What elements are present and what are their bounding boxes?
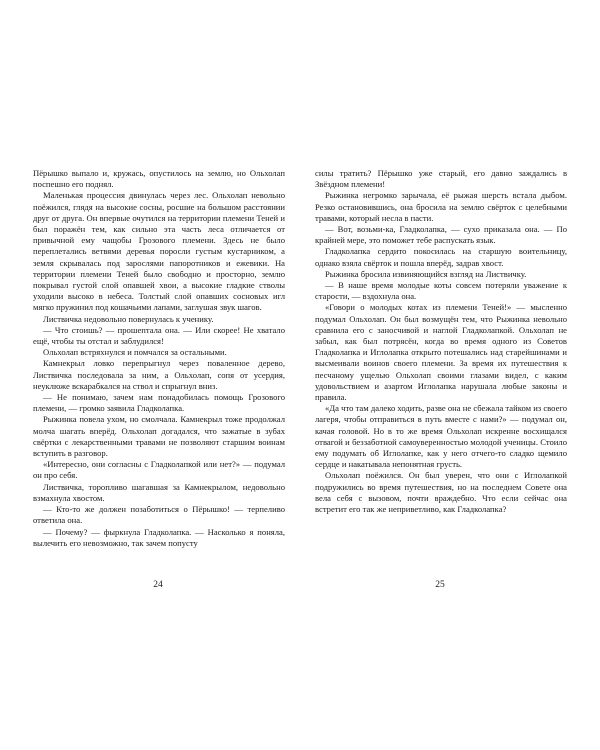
paragraph: Камнекрыл ловко перепрыгнул через поваленное дерево, Листвичка последовала за ним, а Ольхолап, сопя от усердия, неуклюже вскарабкался на ствол и спрыгнул вниз.	[33, 358, 285, 391]
paragraph: Листвичка, торопливо шагавшая за Камнекрылом, недовольно взмахнула хвостом.	[33, 481, 285, 503]
paragraph: «Интересно, они согласны с Гладколапкой или нет?» — подумал он про себя.	[33, 459, 285, 481]
paragraph: силы тратить? Пёрышко уже старый, его давно заждались в Звёздном племени!	[315, 168, 567, 190]
paragraph: Гладколапка сердито покосилась на старшую воительницу, однако взяла свёрток и пошла вперёд, задрав хвост.	[315, 246, 567, 268]
paragraph: Рыжинка негромко зарычала, её рыжая шерсть встала дыбом. Резко остановившись, она бросила на землю свёрток с целебными травами, который несла в пасти.	[315, 190, 567, 223]
paragraph: — Что стоишь? — прошептала она. — Или скорее! Не хватало ещё, чтобы ты отстал и заблудился!	[33, 324, 285, 347]
paragraph: Маленькая процессия двинулась через лес. Ольхолап невольно поёжился, глядя на высокие сосны, росшие на большом расстоянии друг от друга. Он впервые очутился на территории племени Теней и был поражён тем, как сильно эта часть леса отличается от привычной ему чащобы Грозового племени. Здесь не было переплетались ветвями деревья поросли густым кустарником, а земля скрывалась под зарослями папоротников и ежевики. На территории племени Теней было свободно и просторно, землю покрывал густой слой опавшей хвои, а высокие гладкие стволы уходили высоко в небеса. Толстый слой опавших сосновых игл мягко пружинил под кошачьими лапами, заглушая звук шагов.	[33, 190, 285, 313]
paragraph: Пёрышко выпало и, кружась, опустилось на землю, но Ольхолап поспешно его поднял.	[33, 168, 285, 190]
left-page-text	[33, 168, 285, 549]
paragraph: Листвичка недовольно повернулась к ученику.	[43, 313, 214, 324]
paragraph: — Кто-то же должен позаботиться о Пёрышко! — терпеливо ответила она.	[33, 504, 285, 526]
paragraph: Ольхолап поёжился. Он был уверен, что они с Иглолапкой подружились во время путешествия, но на последнем Совете она вела себя с вызовом, почти враждебно. Что если сейчас она встретит его так же неприветливо, как Гладколапка?	[315, 470, 567, 515]
paragraph: Рыжинка повела ухом, но смолчала. Камнекрыл тоже продолжал молча шагать вперёд. Ольхолап догадался, что зажатые в зубах свёртки с лекарственными травами не позволяют старшим воинам вступить в разговор.	[33, 414, 285, 459]
paragraph: Рыжинка бросила извиняющийся взгляд на Листвичку.	[325, 268, 527, 279]
page-number-left: 24	[153, 580, 163, 590]
paragraph: «Да что там далеко ходить, разве она не сбежала тайком из своего лагеря, чтобы отправиться в путь вместе с нами?» — подумал он, качая головой. Но в то же время Ольхолап искренне восхищался отвагой и беззаботной самоуверенностью молодой ученицы. Стоило ему подумать об Иглолапке, как у него отчего-то сладко щемило сердце и накатывала непонятная грусть.	[315, 403, 567, 470]
paragraph: — Вот, возьми-ка, Гладколапка, — сухо приказала она. — По крайней мере, это поможет тебе распускать язык.	[315, 224, 567, 246]
paragraph: — Почему? — фыркнула Гладколапка. — Насколько я поняла, вылечить его невозможно, так зачем попусту	[33, 526, 285, 548]
page-number-right: 25	[435, 580, 445, 590]
paragraph: — Не понимаю, зачем нам понадобилась помощь Грозового племени, — громко заявила Гладколапка.	[33, 392, 285, 414]
paragraph: — В наше время молодые коты совсем потеряли уважение к старости, — вздохнула она.	[315, 280, 567, 302]
paragraph: Ольхолап встряхнулся и помчался за остальными.	[43, 347, 227, 358]
right-page-text	[315, 168, 567, 515]
paragraph: «Говори о молодых котах из племени Теней!» — мысленно подумал Ольхолап. Он был возмущён тем, что Рыжинка невольно сравнила его с заносчивой и наглой Гладколапкой. Ольхолап не забыл, как был потрясён, когда во время одного из Советов Гладколапка и Иглолапка открыто потешались над старейшинами и высмеивали воинов своего племени. За время их путешествия к песчаному ущелью Ольхолап своими глазами видел, с каким удовольствием и азартом Иглолапка нарушала любые законы и правила.	[315, 302, 567, 403]
